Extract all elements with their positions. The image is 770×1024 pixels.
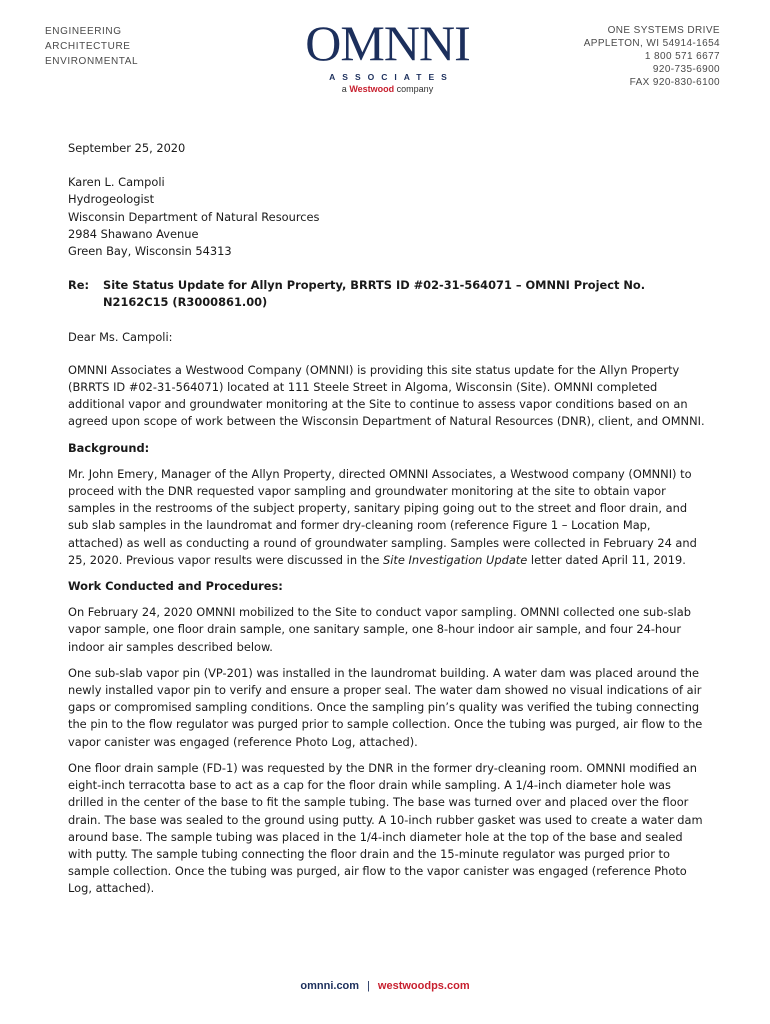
tagline-suffix: company [396,84,434,94]
background-paragraph [68,466,708,569]
background-italic: Site Investigation Update [382,552,528,567]
contact-line: APPLETON, WI 54914-1654 [583,38,720,49]
logo-wordmark: OMNNI [305,15,470,71]
service-line: ARCHITECTURE [45,41,131,52]
background-text: Mr. John Emery, Manager of the Allyn Property, directed OMNNI Associates, a Westwood company (OMNNI) to proceed with the DNR requested vapor sampling and groundwater monitoring at the site to obtain vapor samples in the restrooms of the subject property, sanitary piping going out to the street and floor drain, and sub slab samples in the laundromat and former dry-cleaning room (reference Figure 1 – Location Map, attached) as well as conducting a round of groundwater sampling. Samples were collected in February 24 and 25, 2020. Previous vapor results were discussed in the [68,466,697,567]
background-heading: Background: [68,440,150,455]
recipient-line: Green Bay, Wisconsin 54313 [68,244,232,259]
footer-link-omnni[interactable]: omnni.com [300,980,360,992]
background-end: letter dated April 11, 2019. [530,552,686,567]
contact-line: 1 800 571 6677 [644,51,720,62]
service-line: ENVIRONMENTAL [45,56,139,67]
contact-line: 920-735-6900 [652,64,720,75]
logo-tagline [300,84,475,94]
footer-link-westwood[interactable]: westwoodps.com [377,980,470,992]
service-line: ENGINEERING [45,26,122,37]
omnni-logo [300,15,475,100]
recipient-line: Hydrogeologist [68,192,155,207]
tagline-brand: Westwood [349,84,395,94]
work-paragraph-1: On February 24, 2020 OMNNI mobilized to the Site to conduct vapor sampling. OMNNI collected one sub-slab vapor sample, one floor drain sample, one sanitary sample, one 8-hour indoor air sample, and four 24-hour indoor air samples described below. [68,605,691,654]
work-paragraph-2: One sub-slab vapor pin (VP-201) was installed in the laundromat building. A water dam was placed around the newly installed vapor pin to verify and ensure a proper seal. The water dam showed no visual indications of air gaps or compromised sampling conditions. Once the sampling pin’s quality was verified the tubing connecting the pin to the flow regulator was purged prior to sample collection. Once the tubing was purged, air flow to the vapor canister was engaged (reference Photo Log, attached). [68,665,703,749]
salutation: Dear Ms. Campoli: [68,329,173,344]
subject-line [68,277,708,311]
intro-paragraph: OMNNI Associates a Westwood Company (OMNNI) is providing this site status update for the Allyn Property (BRRTS ID #02-31-564071) located at 111 Steele Street in Algoma, Wisconsin (Site). OMNNI completed additional vapor and groundwater monitoring at the Site to continue to assess vapor conditions based on an agreed upon scope of work between the Wisconsin Department of Natural Resources (DNR), client, and OMNNI. [68,362,705,429]
letterhead-services [45,24,138,69]
work-heading: Work Conducted and Procedures: [68,579,283,594]
contact-line: ONE SYSTEMS DRIVE [607,25,720,36]
tagline-prefix: a [341,84,347,94]
footer-separator: | [367,980,370,992]
subject-label: Re: [68,278,90,293]
subject-text: Site Status Update for Allyn Property, BRRTS ID #02-31-564071 – OMNNI Project No. N2162C15 (R3000861.00) [103,278,646,310]
page-footer [0,980,770,992]
logo-subtitle: ASSOCIATES [329,72,454,82]
recipient-address [68,174,708,260]
letterhead-contact [584,24,720,89]
contact-line: FAX 920-830-6100 [629,77,720,88]
letter-body [68,140,708,898]
recipient-line: 2984 Shawano Avenue [68,226,199,241]
recipient-line: Wisconsin Department of Natural Resources [68,209,320,224]
work-paragraph-3: One floor drain sample (FD-1) was requested by the DNR in the former dry-cleaning room. OMNNI modified an eight-inch terracotta base to act as a cap for the floor drain while sampling. A 1/4-inch diameter hole was drilled in the center of the base to fit the sample tubing. The base was turned over and placed over the floor drain. The base was sealed to the ground using putty. A 10-inch rubber gasket was used to create a water dam around base. The sample tubing was placed in the 1/4-inch diameter hole at the top of the base and sealed with putty. The sample tubing connecting the floor drain and the 15-minute regulator was purged prior to sample collection. Once the tubing was purged, air flow to the vapor canister was engaged (reference Photo Log, attached). [68,760,703,896]
letter-date: September 25, 2020 [68,141,186,155]
recipient-line: Karen L. Campoli [68,175,165,190]
